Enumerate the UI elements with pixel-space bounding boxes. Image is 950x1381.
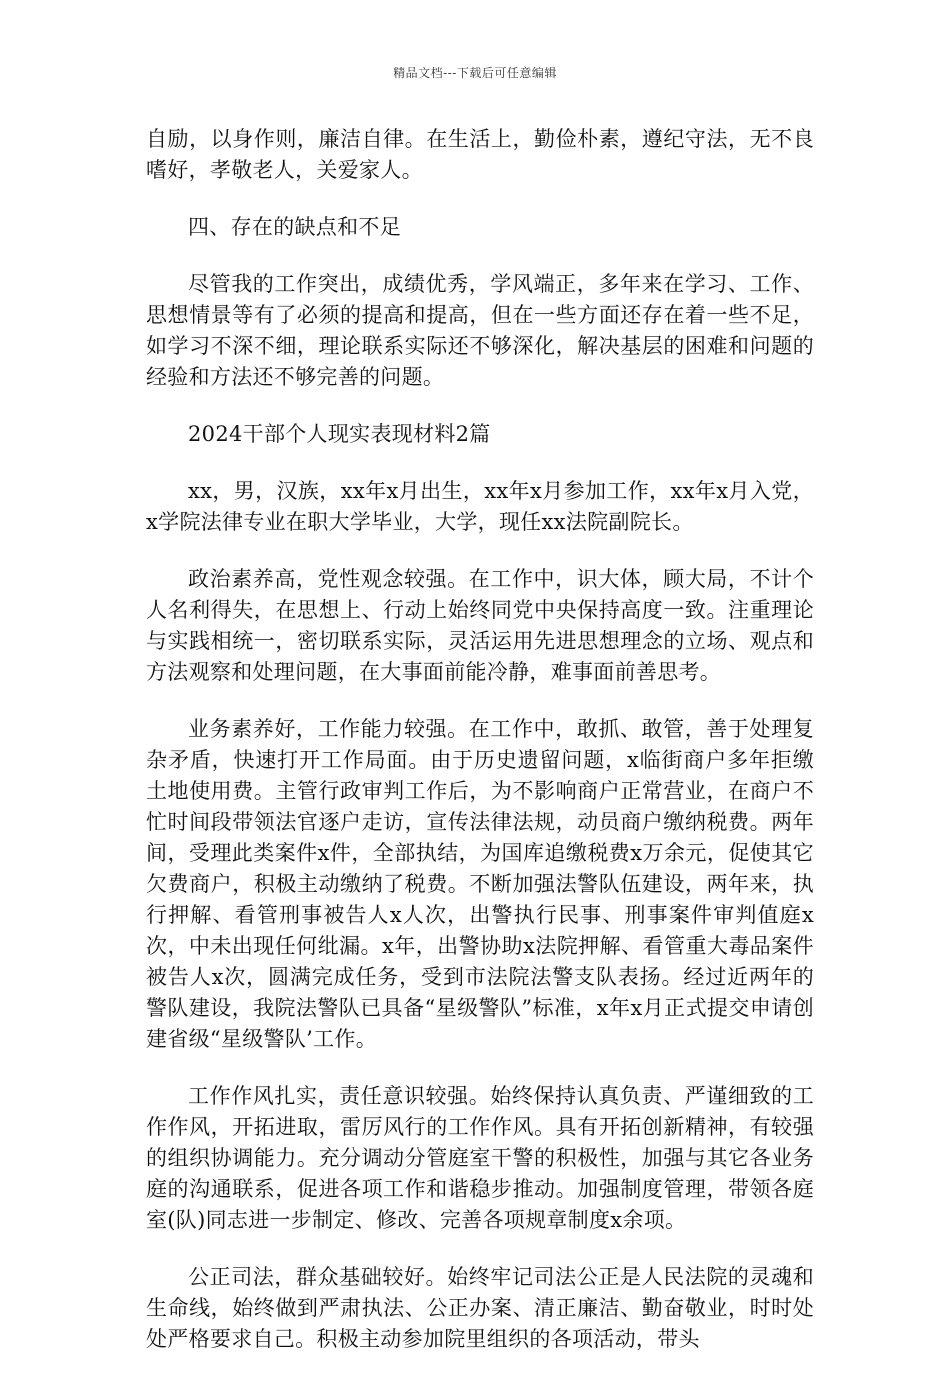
document-title: 2024干部个人现实表现材料2篇 (188, 422, 491, 446)
paragraph-justice: 公正司法，群众基础较好。始终牢记司法公正是人民法院的灵魂和生命线，始终做到严肃执法、公正办案、清正廉洁、勤奋敬业，时时处处严格要求自己。积极主动参加院里组织的各项活动，带头 (146, 1265, 814, 1351)
paragraph-work-style: 工作作风扎实，责任意识较强。始终保持认真负责、严谨细致的工作作风，开拓进取，雷厉风行的工作作风。具有开拓创新精神，有较强的组织协调能力。充分调动分管庭室干警的积极性，加强与其它各业务庭的沟通联系，促进各项工作和谐稳步推动。加强制度管理，带领各庭室(队)同志进一步制定、修改、完善各项规章制度x余项。 (146, 1084, 814, 1232)
section-heading-shortcomings: 四、存在的缺点和不足 (188, 215, 401, 239)
page-header: 精品文档---下载后可任意编辑 (393, 66, 557, 80)
paragraph-work-ability: 业务素养好，工作能力较强。在工作中，敢抓、敢管，善于处理复杂矛盾，快速打开工作局面。由于历史遗留问题，x临街商户多年拒缴土地使用费。主管行政审判工作后，为不影响商户正常营业，在商户不忙时间段带领法官逐户走访，宣传法律法规，动员商户缴纳税费。两年间，受理此类案件x件，全部执结，为国库追缴税费x万余元，促使其它欠费商户，积极主动缴纳了税费。不断加强法警队伍建设，两年来，执行押解、看管刑事被告人x人次，出警执行民事、刑事案件审判值庭x次，中未出现任何纰漏。x年，出警协助x法院押解、看管重大毒品案件被告人x次，圆满完成任务，受到市法院法警支队表扬。经过近两年的警队建设，我院法警队已具备“星级警队”标准，x年x月正式提交申请创建省级“星级警队’工作。 (146, 717, 814, 1051)
paragraph-self-discipline: 自励，以身作则，廉洁自律。在生活上，勤俭朴素，遵纪守法，无不良嗜好，孝敬老人，关爱家人。 (146, 127, 814, 182)
paragraph-political-quality: 政治素养高，党性观念较强。在工作中，识大体，顾大局，不计个人名利得失，在思想上、行动上始终同党中央保持高度一致。注重理论与实践相统一，密切联系实际，灵活运用先进思想理念的立场、观点和方法观察和处理问题，在大事面前能冷静，难事面前善思考。 (146, 567, 814, 684)
paragraph-profile: xx，男，汉族，xx年x月出生，xx年x月参加工作，xx年x月入党，x学院法律专业在职大学毕业，大学，现任xx法院副院长。 (146, 479, 814, 534)
document-body (146, 124, 814, 1381)
paragraph-shortcomings: 尽管我的工作突出，成绩优秀，学风端正，多年来在学习、工作、思想情景等有了必须的提高和提高，但在一些方面还存在着一些不足，如学习不深不细，理论联系实际还不够深化，解决基层的困难和问题的经验和方法还不够完善的问题。 (146, 272, 814, 389)
